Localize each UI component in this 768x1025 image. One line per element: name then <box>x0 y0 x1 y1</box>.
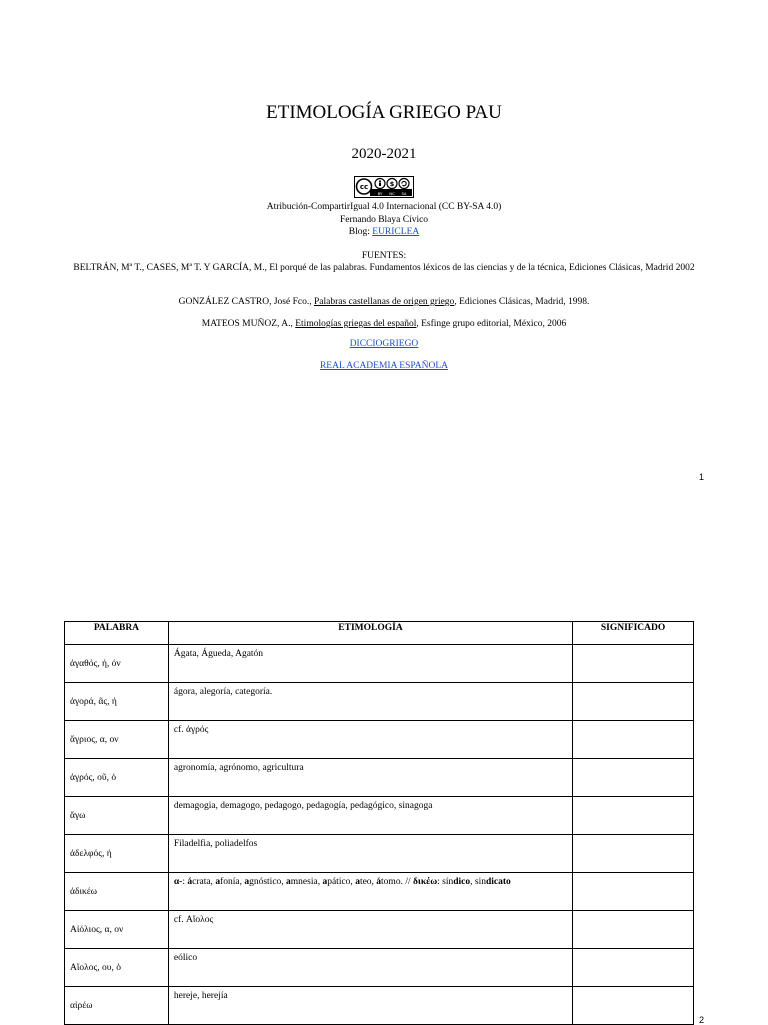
blog-label: Blog: <box>348 227 373 237</box>
cell-palabra: ἀγαθός, ή, όν <box>65 645 169 683</box>
source-gonzalez-castro: GONZÁLEZ CASTRO, José Fco., Palabras castellanas de origen griego, Ediciones Clásicas, Madrid, 1998. <box>178 297 590 307</box>
table-row <box>65 835 694 873</box>
blog-line <box>0 226 768 239</box>
cell-significado[interactable] <box>573 645 694 683</box>
author-name: Fernando Blaya Cívico <box>339 214 429 225</box>
cell-etimologia: Filadelfia, poliadelfos <box>168 835 572 873</box>
cell-etimologia: Ágata, Águeda, Agatón <box>168 645 572 683</box>
real-academia-link[interactable]: REAL ACADEMIA ESPAÑOLA <box>319 361 449 371</box>
cell-significado[interactable] <box>573 949 694 987</box>
cell-significado[interactable] <box>573 797 694 835</box>
cell-palabra: ἄγω <box>65 797 169 835</box>
rae-line <box>0 360 768 373</box>
cell-significado[interactable] <box>573 835 694 873</box>
cell-significado[interactable] <box>573 911 694 949</box>
cell-palabra: ἀδελφός, ἡ <box>65 835 169 873</box>
cell-significado[interactable] <box>573 873 694 911</box>
svg-text:$: $ <box>389 180 395 188</box>
table-row <box>65 645 694 683</box>
cell-palabra: Αἴολος, ου, ὁ <box>65 949 169 987</box>
cell-etimologia: cf. ἀγρός <box>168 721 572 759</box>
dicciogriego-line <box>0 338 768 351</box>
cell-palabra: ἀγρός, οῦ, ὁ <box>65 759 169 797</box>
page-number: 2 <box>698 1015 704 1025</box>
table-row <box>65 949 694 987</box>
source-title: Palabras castellanas de origen griego <box>313 297 455 307</box>
source-title: Etimologías griegas del español <box>295 319 417 329</box>
dicciogriego-link[interactable]: DICCIOGRIEGO <box>349 339 419 349</box>
table-header-row <box>65 622 694 645</box>
svg-text:NC: NC <box>389 191 395 196</box>
cell-etimologia: hereje, herejía <box>168 987 572 1025</box>
svg-text:cc: cc <box>359 183 369 191</box>
table-row <box>65 911 694 949</box>
table-row <box>65 759 694 797</box>
source-mateos: MATEOS MUÑOZ, A., Etimologías griegas del español, Esfinge grupo editorial, México, 2006 <box>201 319 567 329</box>
cell-etimologia: agronomía, agrónomo, agricultura <box>168 759 572 797</box>
cell-significado[interactable] <box>573 987 694 1025</box>
page-number: 1 <box>698 472 704 482</box>
source-beltran: BELTRÁN, Mª T., CASES, Mª T. Y GARCÍA, M., El porqué de las palabras. Fundamentos léxicos de las ciencias y de la técnica, Ediciones Clásicas, Madrid 2002 <box>73 263 695 273</box>
document-title: ETIMOLOGÍA GRIEGO PAU <box>266 102 502 123</box>
svg-text:SA: SA <box>401 191 407 196</box>
table-row <box>65 721 694 759</box>
table-row <box>65 683 694 721</box>
table-body <box>65 645 694 1025</box>
table-row <box>65 987 694 1025</box>
academic-year: 2020-2021 <box>351 146 417 162</box>
cell-significado[interactable] <box>573 683 694 721</box>
cell-palabra: Αἰόλιος, α, ον <box>65 911 169 949</box>
header-significado: SIGNIFICADO <box>573 622 694 645</box>
cell-palabra: αἱρέω <box>65 987 169 1025</box>
table-row <box>65 797 694 835</box>
header-etimologia: ETIMOLOGÍA <box>168 622 572 645</box>
header-palabra: PALABRA <box>65 622 169 645</box>
cc-by-sa-badge-icon <box>354 176 414 198</box>
license-text: Atribución-CompartirIgual 4.0 Internacional (CC BY-SA 4.0) <box>266 202 502 212</box>
cell-etimologia: α-: ácrata, afonía, agnóstico, amnesia, apático, ateo, átomo. // δικέω: síndico, sindicato <box>168 873 572 911</box>
cell-palabra: ἀγορά, ᾶς, ἡ <box>65 683 169 721</box>
svg-text:BY: BY <box>377 191 383 196</box>
cell-etimologia: demagogia, demagogo, pedagogo, pedagogía, pedagógico, sinagoga <box>168 797 572 835</box>
euriclea-link[interactable]: EURICLEA <box>372 227 420 237</box>
cell-significado[interactable] <box>573 721 694 759</box>
table-row <box>65 873 694 911</box>
cell-etimologia: cf. Αἴολος <box>168 911 572 949</box>
cell-significado[interactable] <box>573 759 694 797</box>
cell-etimologia: ágora, alegoría, categoría. <box>168 683 572 721</box>
cell-palabra: ἄγριος, α, ον <box>65 721 169 759</box>
cell-etimologia: eólico <box>168 949 572 987</box>
cell-palabra: ἀδικέω <box>65 873 169 911</box>
fuentes-heading: FUENTES: <box>361 251 407 261</box>
etymology-table <box>64 621 694 1025</box>
